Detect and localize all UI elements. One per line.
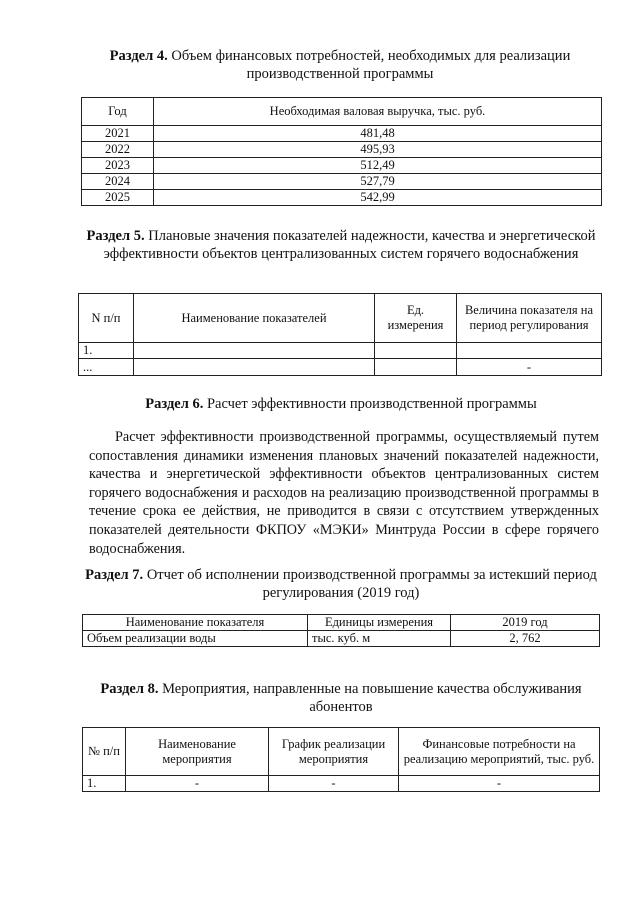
section4-heading bbox=[80, 47, 600, 83]
revenue-cell: 512,49 bbox=[154, 158, 602, 174]
section4-number: Раздел 4. bbox=[109, 48, 168, 64]
revenue-cell: 542,99 bbox=[154, 190, 602, 206]
table-row bbox=[83, 776, 600, 792]
header-year: Год bbox=[82, 98, 154, 126]
header-finance: Финансовые потребности на реализацию мероприятий, тыс. руб. bbox=[399, 728, 600, 776]
header-value: Величина показателя на период регулирования bbox=[457, 294, 602, 343]
name-cell bbox=[134, 359, 375, 376]
value-cell bbox=[457, 343, 602, 359]
section8-title: Мероприятия, направленные на повышение качества обслуживания абонентов bbox=[162, 681, 582, 715]
section5-heading bbox=[78, 227, 604, 263]
table-row bbox=[82, 142, 602, 158]
value-cell: 2, 762 bbox=[451, 631, 600, 647]
value-cell: - bbox=[457, 359, 602, 376]
section7-table bbox=[82, 614, 600, 647]
header-num: № п/п bbox=[83, 728, 126, 776]
section5-table bbox=[78, 293, 602, 376]
section5-number: Раздел 5. bbox=[86, 228, 145, 244]
year-cell: 2022 bbox=[82, 142, 154, 158]
year-cell: 2024 bbox=[82, 174, 154, 190]
header-unit: Единицы измерения bbox=[308, 615, 451, 631]
section8-number: Раздел 8. bbox=[100, 681, 159, 697]
finance-cell: - bbox=[399, 776, 600, 792]
name-cell bbox=[134, 343, 375, 359]
year-cell: 2023 bbox=[82, 158, 154, 174]
section6-title: Расчет эффективности производственной программы bbox=[206, 396, 537, 412]
header-indicator: Наименование показателя bbox=[83, 615, 308, 631]
table-row bbox=[82, 126, 602, 142]
section7-heading bbox=[78, 566, 604, 602]
section6-text: Расчет эффективности производственной программы, осуществляемый путем сопоставления динамики изменения плановых значений показателей надежности, качества и энергетической эффективности объектов централизованных систем горячего водоснабжения и расходов на реализацию производственной программы в течение срока ее действия, не приводится в связи с отсутствием утвержденных показателей деятельности ФКПОУ «МЭКИ» Минтруда России в сфере горячего водоснабжения. bbox=[89, 429, 599, 557]
num-cell: 1. bbox=[83, 776, 126, 792]
num-cell: ... bbox=[79, 359, 134, 376]
revenue-cell: 495,93 bbox=[154, 142, 602, 158]
section6-number: Раздел 6. bbox=[145, 396, 204, 412]
section4-table bbox=[81, 97, 602, 206]
schedule-cell: - bbox=[269, 776, 399, 792]
section6-heading bbox=[78, 395, 604, 413]
header-revenue: Необходимая валовая выручка, тыс. руб. bbox=[154, 98, 602, 126]
measure-name-cell: - bbox=[126, 776, 269, 792]
revenue-cell: 481,48 bbox=[154, 126, 602, 142]
header-measure-name: Наименование мероприятия bbox=[126, 728, 269, 776]
header-num: N п/п bbox=[79, 294, 134, 343]
unit-cell bbox=[375, 343, 457, 359]
table-row bbox=[82, 190, 602, 206]
section4-title: Объем финансовых потребностей, необходимых для реализации производственной программы bbox=[171, 48, 571, 82]
unit-cell bbox=[375, 359, 457, 376]
header-indicator-name: Наименование показателей bbox=[134, 294, 375, 343]
section5-title: Плановые значения показателей надежности, качества и энергетической эффективности объектов централизованных систем горячего водоснабжения bbox=[103, 228, 596, 262]
header-schedule: График реализации мероприятия bbox=[269, 728, 399, 776]
section7-number: Раздел 7. bbox=[85, 567, 144, 583]
unit-cell: тыс. куб. м bbox=[308, 631, 451, 647]
section7-title: Отчет об исполнении производственной программы за истекший период регулирования (2019 год) bbox=[146, 567, 597, 601]
revenue-cell: 527,79 bbox=[154, 174, 602, 190]
table-row bbox=[83, 631, 600, 647]
section6-paragraph bbox=[89, 428, 599, 558]
indicator-cell: Объем реализации воды bbox=[83, 631, 308, 647]
table-row bbox=[82, 174, 602, 190]
table-row bbox=[79, 343, 602, 359]
table-row bbox=[82, 158, 602, 174]
header-year: 2019 год bbox=[451, 615, 600, 631]
num-cell: 1. bbox=[79, 343, 134, 359]
section8-heading bbox=[78, 680, 604, 716]
table-row bbox=[79, 359, 602, 376]
year-cell: 2025 bbox=[82, 190, 154, 206]
section8-table bbox=[82, 727, 600, 792]
year-cell: 2021 bbox=[82, 126, 154, 142]
header-unit: Ед. измерения bbox=[375, 294, 457, 343]
